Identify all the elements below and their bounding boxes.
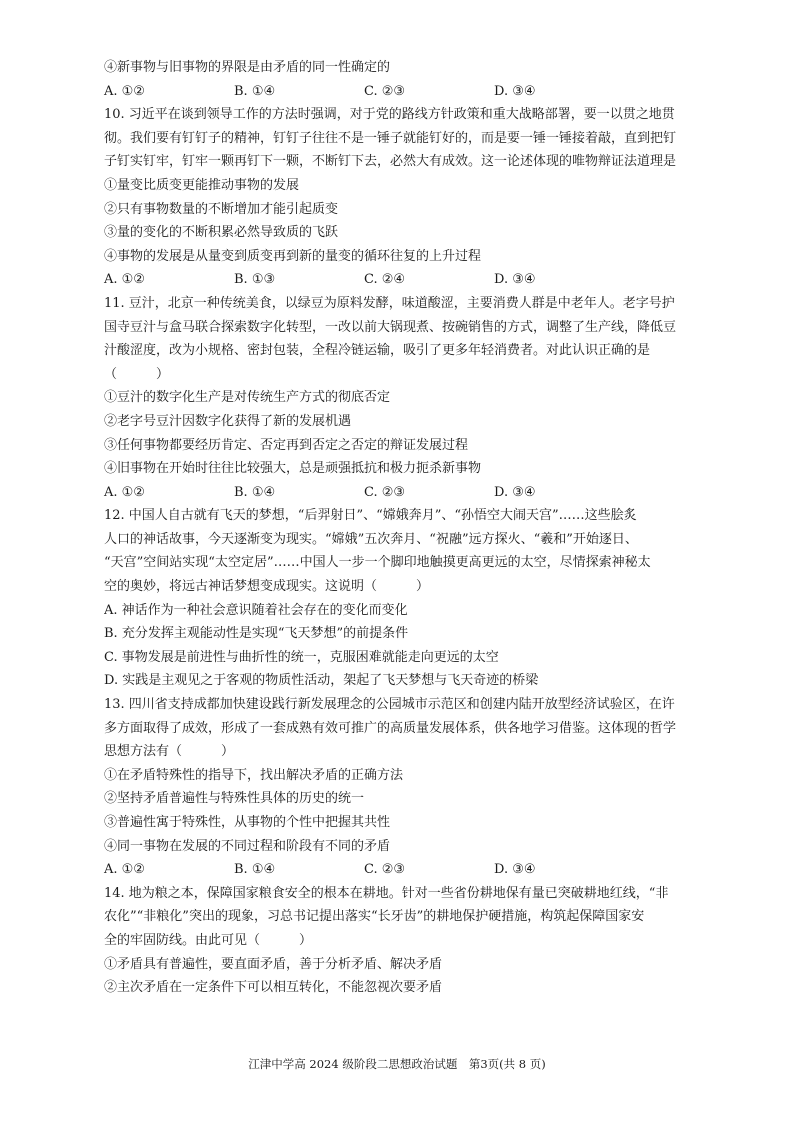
- q11-option-3: ③任何事物都要经历肯定、否定再到否定之否定的辩证发展过程: [104, 437, 469, 453]
- q11-choice-a: A. ①②: [104, 484, 145, 500]
- q11-choices: [104, 481, 704, 505]
- q13-option-3: ③普遍性寓于特殊性，从事物的个性中把握其共性: [104, 815, 391, 830]
- page-footer: 江津中学高 2024 级阶段二思想政治试题 第3页(共 8 页): [248, 1057, 546, 1071]
- q10-stem-line: 10. 习近平在谈到领导工作的方法时强调，对于党的路线方针政策和重大战略部署，要一以贯之地贯: [104, 107, 675, 123]
- exam-page: [104, 56, 704, 1000]
- question-12: [104, 504, 704, 693]
- q10-choice-a: A. ①②: [104, 272, 145, 288]
- q10-choice-d: D. ③④: [494, 272, 536, 288]
- q10-option-3: ③量的变化的不断积累必然导致质的飞跃: [104, 225, 339, 241]
- q9-choice-c: C. ②③: [364, 83, 406, 99]
- q11-option-4: ④旧事物在开始时往往比较强大，总是顽强抵抗和极力扼杀新事物: [104, 461, 482, 477]
- q10-option-2: ②只有事物数量的不断增加才能引起质变: [104, 201, 339, 217]
- q13-stem-line: 思想方法有（ ）: [104, 744, 235, 760]
- q14-stem-line: 全的牢固防线。由此可见（ ）: [104, 932, 313, 948]
- q11-answer-blank: （ ）: [104, 366, 170, 382]
- q10-choice-b: B. ①③: [234, 272, 276, 288]
- q13-option-1: ①在矛盾特殊性的指导下，找出解决矛盾的正确方法: [104, 767, 404, 783]
- q10-choices: [104, 268, 704, 292]
- q13-choice-d: D. ③④: [494, 862, 536, 878]
- q12-stem-line: 人口的神话故事，今天逐渐变为现实。“嫦娥”五次奔月、“祝融”远方探火、“羲和”开始逐日、: [104, 531, 638, 547]
- q12-option-d: D. 实践是主观见之于客观的物质性活动，架起了飞天梦想与飞天奇迹的桥梁: [104, 673, 539, 689]
- q11-stem-line: 11. 豆汁，北京一种传统美食，以绿豆为原料发酵，味道酸涩，主要消费人群是中老年人。老字号护: [104, 295, 675, 311]
- q13-stem-line: 13. 四川省支持成都加快建设践行新发展理念的公园城市示范区和创建内陆开放型经济试验区，在许: [104, 697, 675, 713]
- q12-stem-line: “天宫”空间站实现“太空定居”……中国人一步一个脚印地触摸更高更远的太空，尽情探索神秘太: [104, 555, 651, 571]
- question-13: [104, 693, 704, 882]
- q14-stem-line: 农化”“非粮化”突出的现象，习总书记提出落实“长牙齿”的耕地保护硬措施，构筑起保障国家安: [104, 909, 645, 925]
- q11-stem-line: 汁酸涩度，改为小规格、密封包装，全程冷链运输，吸引了更多年轻消费者。对此认识正确的是: [104, 343, 651, 359]
- q14-option-1: ①矛盾具有普遍性，要直面矛盾，善于分析矛盾、解决矛盾: [104, 956, 443, 972]
- q11-stem-line: 国寺豆汁与盒马联合探索数字化转型，一改以前大锅现煮、按碗销售的方式，调整了生产线，降低豆: [104, 319, 677, 335]
- q12-option-c: C. 事物发展是前进性与曲折性的统一，克服困难就能走向更远的太空: [104, 649, 499, 665]
- q10-stem-line: 子钉实钉牢，钉牢一颗再钉下一颗，不断钉下去，必然大有成效。这一论述体现的唯物辩证法道理是: [104, 154, 677, 170]
- q12-stem-line: 12. 中国人自古就有飞天的梦想，“后羿射日”、“嫦娥奔月”、“孙悟空大闹天宫”……这些脍炙: [104, 508, 637, 524]
- q11-option-2: ②老字号豆汁因数字化获得了新的发展机遇: [104, 413, 352, 429]
- q10-option-4: ④事物的发展是从量变到质变再到新的量变的循环往复的上升过程: [104, 248, 482, 264]
- q10-stem-line: 彻。我们要有钉钉子的精神，钉钉子往往不是一锤子就能钉好的，而是要一锤一锤接着敲，直到把钉: [104, 130, 677, 146]
- q9-choice-d: D. ③④: [494, 83, 536, 99]
- q13-option-4: ④同一事物在发展的不同过程和阶段有不同的矛盾: [104, 838, 391, 854]
- q13-choice-a: A. ①②: [104, 862, 145, 878]
- q13-stem-line: 多方面取得了成效，形成了一套成熟有效可推广的高质量发展体系，供各地学习借鉴。这体现的哲学: [104, 720, 677, 736]
- q9-choices: [104, 80, 704, 104]
- q12-stem-line: 空的奥妙，将远古神话梦想变成现实。这说明（ ）: [104, 579, 430, 595]
- q11-choice-b: B. ①④: [234, 484, 276, 500]
- q12-option-b: B. 充分发挥主观能动性是实现“飞天梦想”的前提条件: [104, 626, 409, 642]
- q13-choice-c: C. ②③: [364, 862, 406, 878]
- question-10: [104, 103, 704, 292]
- q13-option-2: ②坚持矛盾普遍性与特殊性具体的历史的统一: [104, 791, 365, 807]
- q9-option-4: ④新事物与旧事物的界限是由矛盾的同一性确定的: [104, 60, 391, 75]
- q14-option-2: ②主次矛盾在一定条件下可以相互转化，不能忽视次要矛盾: [104, 980, 443, 996]
- q11-option-1: ①豆汁的数字化生产是对传统生产方式的彻底否定: [104, 390, 391, 406]
- q9-choice-b: B. ①④: [234, 83, 276, 99]
- q13-choice-b: B. ①④: [234, 862, 276, 878]
- q9-choice-a: A. ①②: [104, 83, 145, 99]
- q10-option-1: ①量变比质变更能推动事物的发展: [104, 177, 300, 193]
- q12-option-a: A. 神话作为一种社会意识随着社会存在的变化而变化: [104, 602, 408, 618]
- q14-stem-line: 14. 地为粮之本，保障国家粮食安全的根本在耕地。针对一些省份耕地保有量已突破耕地红线，“非: [104, 885, 669, 901]
- question-11: [104, 292, 704, 504]
- question-14: [104, 882, 704, 1000]
- q11-choice-c: C. ②③: [364, 484, 406, 500]
- q10-choice-c: C. ②④: [364, 272, 406, 288]
- q11-choice-d: D. ③④: [494, 484, 536, 500]
- q13-choices: [104, 858, 704, 882]
